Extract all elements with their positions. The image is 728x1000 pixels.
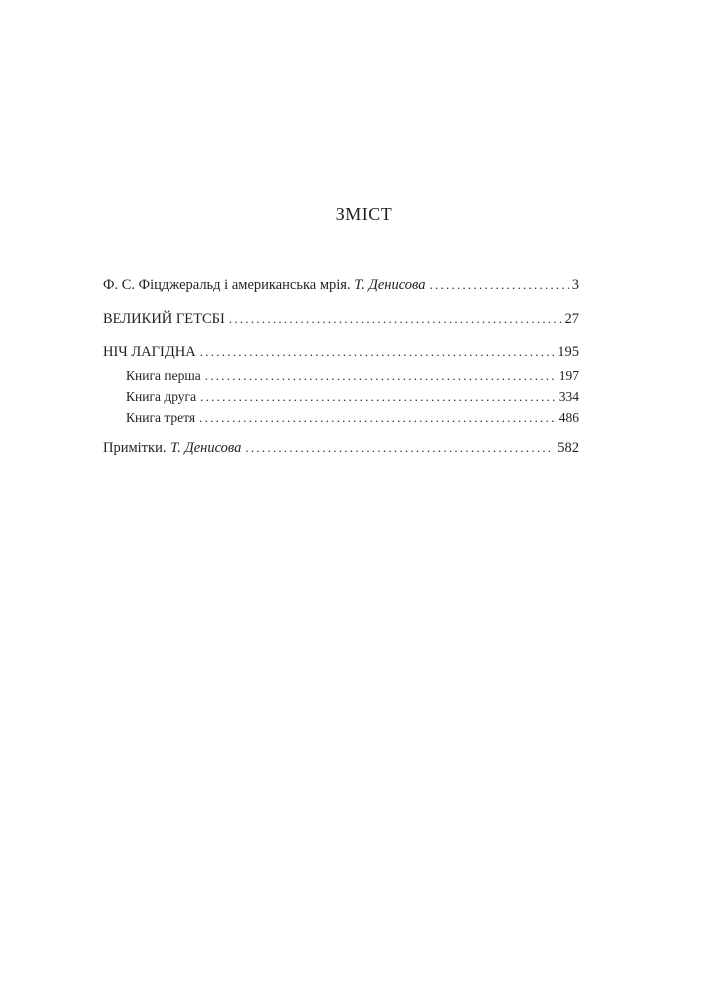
toc-entry-author: Т. Денисова xyxy=(170,440,242,456)
toc-entry-page: 197 xyxy=(558,368,579,383)
dot-leader xyxy=(229,310,562,327)
toc-entry-author: Т. Денисова xyxy=(354,277,426,293)
toc-entry-title: Книга перша xyxy=(126,368,201,383)
toc-entry-book-three[interactable] xyxy=(103,409,579,426)
toc-entry-intro[interactable] xyxy=(103,276,579,294)
toc-entry-page: 3 xyxy=(571,277,579,293)
toc-entry-page: 486 xyxy=(558,410,579,425)
toc-entry-title: Книга друга xyxy=(126,389,197,404)
dot-leader xyxy=(200,343,555,360)
page-title: ЗМІСТ xyxy=(335,204,393,224)
toc-entry-page: 27 xyxy=(564,311,579,327)
toc-entry-great-gatsby[interactable] xyxy=(103,310,579,328)
toc-entry-title: НІЧ ЛАГІДНА xyxy=(103,344,196,360)
toc-entry-book-two[interactable] xyxy=(103,388,579,405)
dot-leader xyxy=(200,388,556,405)
toc-entry-title: Ф. С. Фіцджеральд і американська мрія. Т. Денисова xyxy=(103,277,426,293)
dot-leader xyxy=(430,276,569,293)
toc-entry-notes[interactable] xyxy=(103,439,579,457)
toc-entry-book-one[interactable] xyxy=(103,367,579,384)
toc-entry-page: 334 xyxy=(558,389,579,404)
toc-entry-page: 195 xyxy=(557,344,579,360)
dot-leader xyxy=(199,409,556,426)
toc-entry-title: Примітки. Т. Денисова xyxy=(103,440,242,456)
toc-entry-title: ВЕЛИКИЙ ГЕТСБІ xyxy=(103,311,225,327)
toc-entry-title: Книга третя xyxy=(126,410,196,425)
toc-entry-page: 582 xyxy=(557,440,579,456)
toc-entry-tender-night[interactable] xyxy=(103,343,579,361)
table-of-contents xyxy=(103,276,579,457)
dot-leader xyxy=(245,439,554,456)
dot-leader xyxy=(205,367,556,384)
